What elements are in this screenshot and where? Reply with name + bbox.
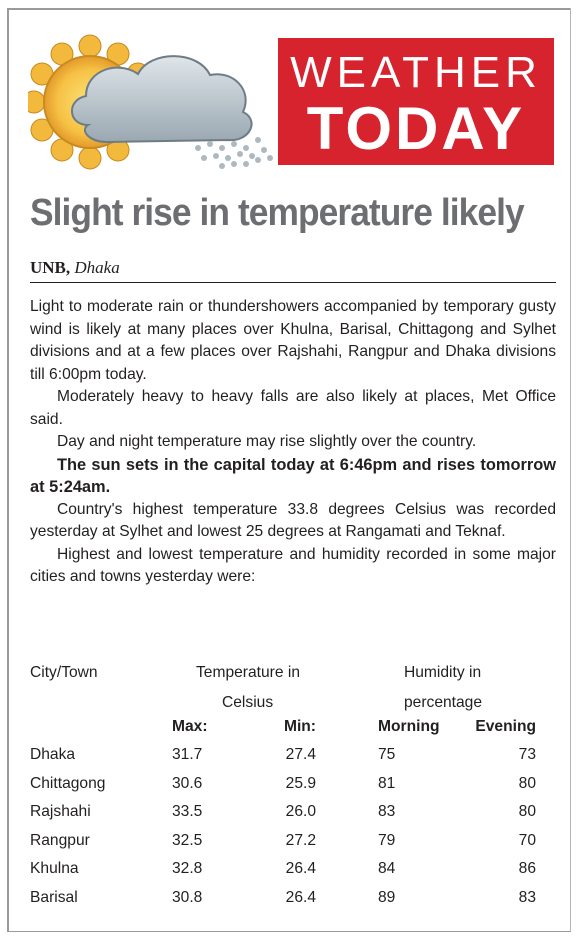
morning-header: Morning [378, 718, 440, 735]
evening-cell: 73 [518, 746, 536, 763]
table-row [30, 889, 556, 918]
evening-cell: 80 [518, 803, 536, 820]
evening-header: Evening [475, 718, 536, 735]
max-cell: 32.8 [172, 860, 203, 877]
masthead-bottom: TODAY [306, 95, 526, 162]
table-row [30, 832, 556, 861]
min-cell: 26.4 [285, 860, 316, 877]
evening-cell: 80 [518, 774, 536, 792]
min-cell: 27.2 [285, 831, 316, 849]
paragraph: Light to moderate rain or thundershowers accompanied by temporary gusty wind is likely at many places over Khulna, Barisal, Chittagong and Sylhet divisions and at a few places over Rajshahi, Rangpur and Dhaka divisions till 6:00pm today. [30, 298, 556, 383]
headline: Slight rise in temperature likely [30, 192, 524, 234]
max-cell: 31.7 [172, 746, 203, 763]
table-row [30, 860, 556, 889]
max-cell: 30.6 [172, 774, 203, 792]
city-cell: Rajshahi [30, 803, 91, 820]
min-cell: 26.0 [285, 803, 316, 820]
morning-cell: 75 [378, 746, 396, 763]
paragraph: Day and night temperature may rise slightly over the country. [57, 433, 477, 450]
table-row [30, 775, 556, 804]
paragraph: Country's highest temperature 33.8 degrees Celsius was recorded yesterday at Sylhet and lowest 25 degrees at Rangamati and Teknaf. [30, 500, 556, 540]
morning-cell: 83 [378, 803, 396, 820]
article-body [30, 296, 556, 589]
humidity-header-line1: Humidity in [404, 664, 482, 681]
max-cell: 30.8 [172, 888, 203, 906]
max-cell: 33.5 [172, 803, 203, 820]
temperature-header-line2: Celsius [222, 694, 274, 711]
min-cell: 27.4 [285, 746, 316, 763]
morning-cell: 79 [378, 831, 396, 849]
morning-cell: 84 [378, 860, 396, 877]
sun-cloud-rain-icon [28, 30, 278, 170]
paragraph: Moderately heavy to heavy falls are also likely at places, Met Office said. [30, 388, 556, 428]
table-subheader [30, 718, 556, 746]
humidity-header-line2: percentage [404, 694, 483, 711]
morning-cell: 89 [378, 888, 396, 906]
city-cell: Barisal [30, 888, 78, 906]
max-cell: 32.5 [172, 831, 203, 849]
min-cell: 25.9 [285, 774, 316, 792]
city-cell: Dhaka [30, 746, 76, 763]
evening-cell: 70 [518, 831, 536, 849]
city-header: City/Town [30, 664, 98, 681]
byline-rule [30, 282, 556, 283]
evening-cell: 83 [518, 888, 536, 906]
weather-table [30, 658, 556, 917]
city-cell: Khulna [30, 860, 79, 877]
evening-cell: 86 [518, 860, 536, 877]
table-header [30, 658, 556, 718]
paragraph: Highest and lowest temperature and humidity recorded in some major cities and towns yesterday were: [30, 545, 556, 585]
city-cell: Chittagong [30, 774, 106, 792]
table-row [30, 803, 556, 832]
masthead-top: WEATHER [290, 48, 542, 97]
paragraph-sun-times: The sun sets in the capital today at 6:46pm and rises tomorrow at 5:24am. [30, 455, 556, 496]
max-header: Max: [172, 718, 208, 735]
city-cell: Rangpur [30, 831, 90, 849]
min-header: Min: [283, 718, 316, 735]
byline-source: UNB, [30, 258, 71, 277]
byline [30, 258, 120, 278]
table-row [30, 746, 556, 775]
weather-today-masthead [278, 38, 554, 165]
byline-location: Dhaka [74, 258, 120, 277]
min-cell: 26.4 [285, 888, 316, 906]
top-border [9, 8, 570, 10]
temperature-header-line1: Temperature in [196, 664, 301, 681]
morning-cell: 81 [378, 774, 396, 792]
